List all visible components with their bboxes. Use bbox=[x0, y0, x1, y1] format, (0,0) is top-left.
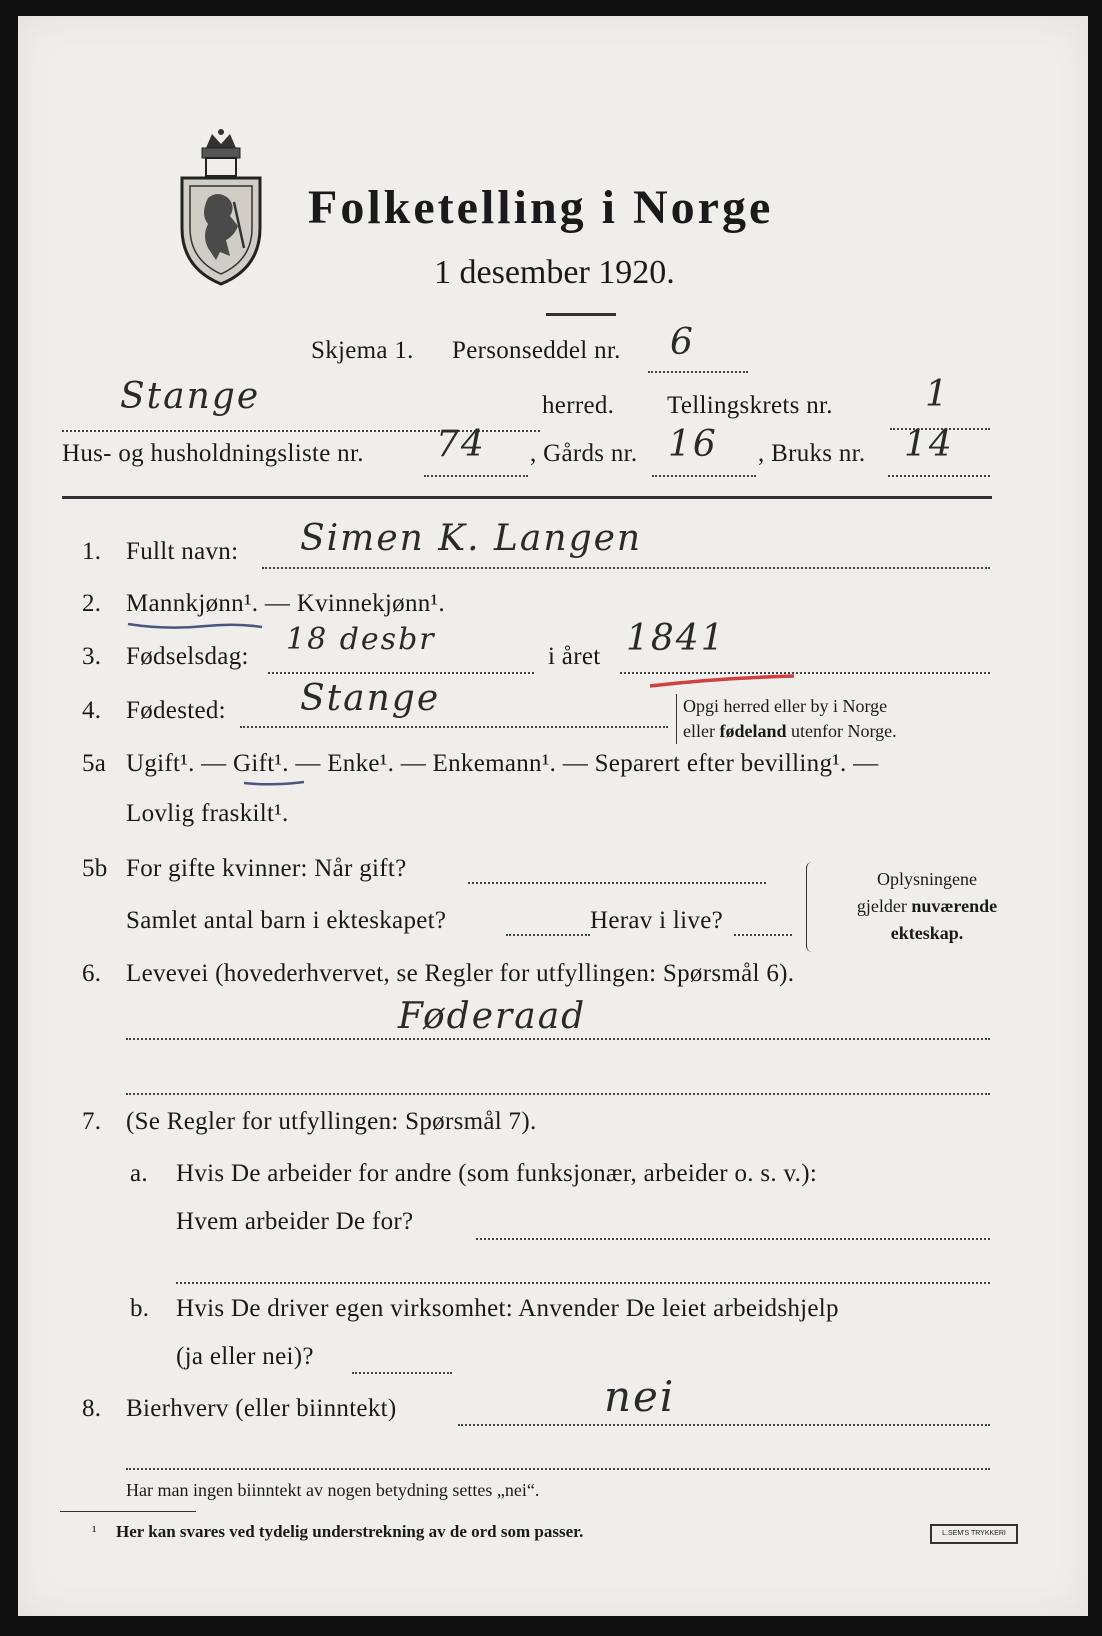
gift-underline bbox=[242, 778, 308, 788]
occupation-value[interactable]: Føderaad bbox=[398, 996, 587, 1037]
children-alive-label: Herav i live? bbox=[590, 907, 724, 934]
birthplace-line bbox=[240, 726, 668, 728]
q2-number: 2. bbox=[82, 590, 102, 617]
birthday-value[interactable]: 18 desbr bbox=[286, 622, 436, 657]
q4-label: Fødested: bbox=[126, 697, 226, 724]
side-income-line bbox=[458, 1424, 990, 1426]
employer-line-2 bbox=[176, 1282, 990, 1284]
mannkjonn-underline bbox=[126, 618, 266, 632]
tellingskrets-label: Tellingskrets nr. bbox=[667, 392, 833, 419]
gards-value[interactable]: 16 bbox=[668, 424, 718, 465]
bruks-value[interactable]: 14 bbox=[904, 424, 954, 465]
q5b-number: 5b bbox=[82, 855, 108, 882]
red-pencil-mark bbox=[648, 672, 798, 692]
sex-options[interactable]: Mannkjønn¹. — Kvinnekjønn¹. bbox=[126, 590, 445, 617]
q1-line bbox=[262, 567, 990, 569]
q6-number: 6. bbox=[82, 960, 102, 987]
children-total-line bbox=[506, 934, 590, 936]
hus-value[interactable]: 74 bbox=[436, 424, 486, 465]
footnote-mark: ¹ bbox=[92, 1524, 97, 1540]
footnote-divider bbox=[60, 1511, 196, 1512]
footnote-text: Her kan svares ved tydelig understrekning av de ord som passer. bbox=[116, 1522, 584, 1541]
q1-number: 1. bbox=[82, 538, 102, 565]
form-title: Folketelling i Norge bbox=[308, 181, 774, 234]
bruks-line bbox=[888, 475, 990, 477]
married-when-label: For gifte kvinner: Når gift? bbox=[126, 855, 407, 882]
printer-stamp: L.SEM'S TRYKKERI bbox=[930, 1524, 1018, 1544]
q8-number: 8. bbox=[82, 1395, 102, 1422]
q8-label: Bierhverv (eller biinntekt) bbox=[126, 1395, 397, 1422]
header-divider bbox=[62, 496, 992, 499]
birthplace-note: Opgi herred eller by i Norge eller fødeland utenfor Norge. bbox=[676, 694, 897, 744]
gards-label: , Gårds nr. bbox=[530, 440, 638, 467]
side-income-value[interactable]: nei bbox=[604, 1372, 676, 1421]
side-income-note: Har man ingen biinntekt av nogen betydning settes „nei“. bbox=[126, 1480, 540, 1500]
hus-line bbox=[424, 475, 528, 477]
year-label: i året bbox=[548, 643, 601, 670]
q7a-number: a. bbox=[130, 1160, 148, 1187]
q3-label: Fødselsdag: bbox=[126, 643, 249, 670]
marital-status-options-cont[interactable]: Lovlig fraskilt¹. bbox=[126, 800, 289, 827]
q3-number: 3. bbox=[82, 643, 102, 670]
marriage-note: Oplysningene gjelder nuværende ekteskap. bbox=[856, 869, 998, 943]
full-name-value[interactable]: Simen K. Langen bbox=[300, 518, 643, 559]
schema-label: Skjema 1. bbox=[311, 337, 414, 364]
employer-label: Hvem arbeider De for? bbox=[176, 1208, 414, 1235]
gards-line bbox=[652, 475, 756, 477]
personseddel-value[interactable]: 6 bbox=[670, 322, 695, 363]
q7-label: (Se Regler for utfyllingen: Spørsmål 7). bbox=[126, 1108, 537, 1135]
note-bracket bbox=[806, 862, 813, 952]
q7b-number: b. bbox=[130, 1295, 150, 1322]
occupation-line-2 bbox=[126, 1093, 990, 1095]
employer-line bbox=[476, 1238, 990, 1240]
personseddel-line bbox=[648, 371, 748, 373]
q4-number: 4. bbox=[82, 697, 102, 724]
children-alive-line bbox=[734, 934, 792, 936]
bruks-label: , Bruks nr. bbox=[758, 440, 866, 467]
occupation-line-1 bbox=[126, 1038, 990, 1040]
marital-status-options[interactable]: Ugift¹. — Gift¹. — Enke¹. — Enkemann¹. — Separert efter bevilling¹. — bbox=[126, 750, 879, 777]
hired-help-label: (ja eller nei)? bbox=[176, 1343, 314, 1370]
norway-coat-of-arms-icon bbox=[178, 128, 264, 288]
census-date: 1 desember 1920. bbox=[434, 254, 675, 291]
tellingskrets-value[interactable]: 1 bbox=[925, 374, 950, 415]
hired-help-line bbox=[352, 1372, 452, 1374]
birth-year-value[interactable]: 1841 bbox=[626, 618, 726, 659]
side-income-line-2 bbox=[126, 1468, 990, 1470]
herred-label: herred. bbox=[542, 392, 615, 419]
birthday-line bbox=[268, 672, 534, 674]
title-divider bbox=[546, 313, 616, 316]
birthplace-value[interactable]: Stange bbox=[300, 678, 441, 719]
herred-value[interactable]: Stange bbox=[120, 376, 261, 417]
q5a-number: 5a bbox=[82, 750, 107, 777]
married-when-line bbox=[468, 882, 766, 884]
personseddel-label: Personseddel nr. bbox=[452, 337, 621, 364]
q1-label: Fullt navn: bbox=[126, 538, 239, 565]
hus-label: Hus- og husholdningsliste nr. bbox=[62, 440, 364, 467]
children-total-label: Samlet antal barn i ekteskapet? bbox=[126, 907, 447, 934]
q7-number: 7. bbox=[82, 1108, 102, 1135]
q7a-question: Hvis De arbeider for andre (som funksjonær, arbeider o. s. v.): bbox=[176, 1160, 818, 1187]
q6-label: Levevei (hovederhvervet, se Regler for utfyllingen: Spørsmål 6). bbox=[126, 960, 795, 987]
q7b-question: Hvis De driver egen virksomhet: Anvender De leiet arbeidshjelp bbox=[176, 1295, 839, 1322]
